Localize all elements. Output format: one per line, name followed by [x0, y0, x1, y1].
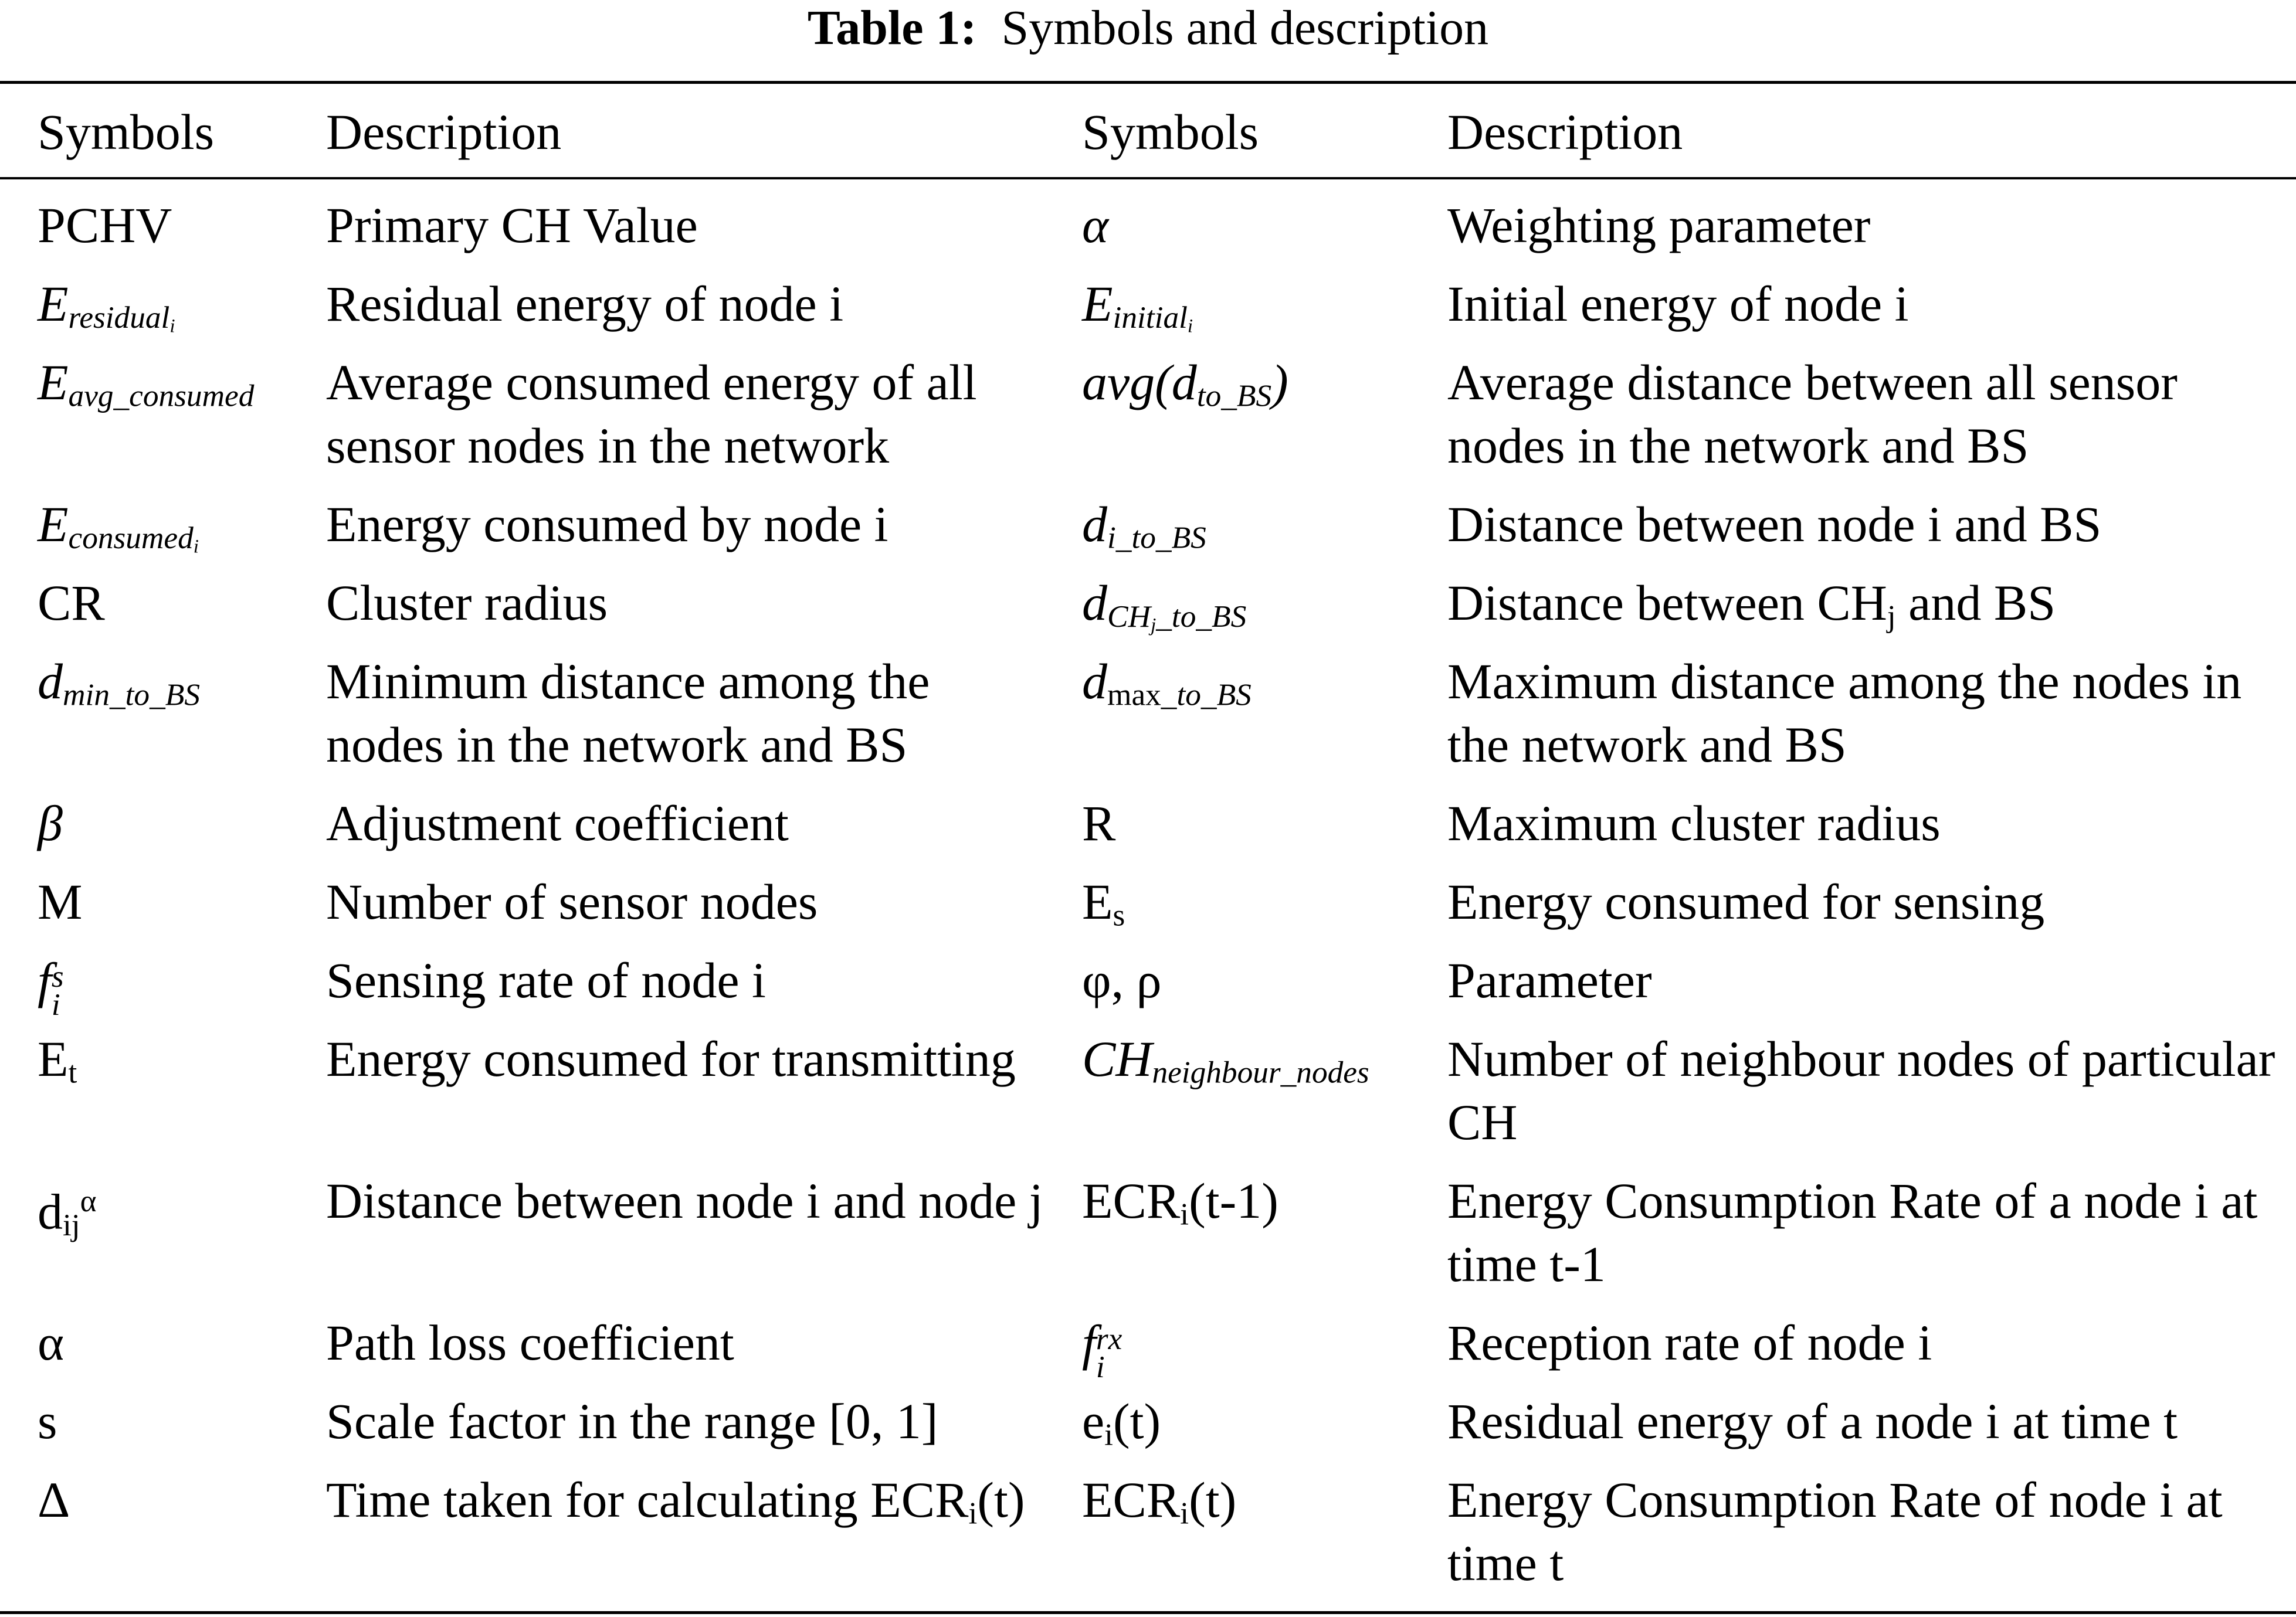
- symbol-cell: α: [38, 1314, 65, 1371]
- symbol-cell: f s i: [38, 952, 64, 1022]
- description-cell: Minimum distance among the nodes in the network and BS: [326, 653, 930, 773]
- description-cell: Cluster radius: [326, 575, 608, 631]
- symbol-cell: CR: [38, 575, 105, 631]
- symbol-cell: $E_{residual_i}$: [38, 276, 175, 337]
- header-rule: [0, 177, 2296, 179]
- caption-label: Table 1:: [807, 1, 977, 55]
- description-cell: Energy Consumption Rate of a node i at time t-1: [1447, 1173, 2258, 1292]
- description-cell: Distance between node i and node j: [326, 1173, 1043, 1229]
- symbol-cell: φ, ρ: [1082, 952, 1162, 1008]
- description-cell: Residual energy of node i: [326, 276, 844, 332]
- symbol-cell: $E_{avg\_consumed}$: [38, 354, 255, 413]
- description-cell: Energy Consumption Rate of node i at time t: [1447, 1472, 2223, 1591]
- description-cell: Residual energy of a node i at time t: [1447, 1393, 2178, 1449]
- symbol-cell: $CH_{neighbour\_nodes}$: [1082, 1031, 1369, 1090]
- symbol-cell: $d_{max\_to\_BS}$: [1082, 653, 1252, 712]
- description-cell: Distance between $CH_j$ and BS: [1447, 575, 2056, 634]
- description-cell: Sensing rate of node i: [326, 952, 766, 1008]
- symbol-cell: Δ: [38, 1472, 70, 1528]
- symbol-cell: $d_{i\_to\_BS}$: [1082, 496, 1206, 555]
- symbol-cell: $d_{CH_j\_to\_BS}$: [1082, 575, 1247, 636]
- description-cell: Adjustment coefficient: [326, 795, 789, 851]
- symbol-cell: R: [1082, 795, 1116, 851]
- description-cell: Time taken for calculating $ECR_i(t)$: [326, 1472, 1025, 1531]
- symbol-cell: PCHV: [38, 197, 172, 253]
- symbol-cell: $E_{consumed_i}$: [38, 496, 199, 557]
- symbol-cell: $ECR_i(t-1)$: [1082, 1173, 1278, 1232]
- symbol-cell: $E_s$: [1082, 874, 1125, 933]
- header-symbols-2: Symbols: [1082, 104, 1259, 160]
- description-cell: Energy consumed for sensing: [1447, 874, 2045, 930]
- symbol-cell: s: [38, 1393, 57, 1449]
- description-cell: Initial energy of node i: [1447, 276, 1909, 332]
- symbol-cell: f rx i: [1082, 1314, 1122, 1385]
- symbol-cell: $d_{ij}^\alpha$: [38, 1183, 97, 1243]
- description-cell: Number of sensor nodes: [326, 874, 818, 930]
- description-cell: Parameter: [1447, 952, 1652, 1008]
- symbol-cell: β: [38, 795, 63, 851]
- description-cell: Average consumed energy of all sensor nodes in the network: [326, 354, 977, 474]
- header-description-2: Description: [1447, 104, 1683, 160]
- top-rule: [0, 81, 2296, 84]
- symbol-cell: $E_{initial_i}$: [1082, 276, 1193, 337]
- symbol-cell: $d_{min\_to\_BS}$: [38, 653, 200, 712]
- symbol-cell: α: [1082, 197, 1109, 253]
- table-caption: [0, 0, 2296, 59]
- description-cell: Distance between node i and BS: [1447, 496, 2102, 552]
- description-cell: Reception rate of node i: [1447, 1314, 1932, 1371]
- symbol-cell: $avg(d_{to\_BS})$: [1082, 354, 1288, 413]
- description-cell: Energy consumed by node i: [326, 496, 888, 552]
- description-cell: Path loss coefficient: [326, 1314, 734, 1371]
- description-cell: Weighting parameter: [1447, 197, 1871, 253]
- symbol-cell: M: [38, 874, 83, 930]
- symbol-cell: $E_t$: [38, 1031, 77, 1090]
- header-symbols-1: Symbols: [38, 104, 215, 160]
- header-description-1: Description: [326, 104, 562, 160]
- description-cell: Scale factor in the range [0, 1]: [326, 1393, 938, 1449]
- description-cell: Number of neighbour nodes of particular CH: [1447, 1031, 2275, 1150]
- symbol-cell: $e_i(t)$: [1082, 1393, 1161, 1452]
- description-cell: Maximum cluster radius: [1447, 795, 1941, 851]
- symbol-cell: $ECR_i(t)$: [1082, 1472, 1237, 1531]
- bottom-rule: [0, 1611, 2296, 1614]
- description-cell: Maximum distance among the nodes in the network and BS: [1447, 653, 2242, 773]
- description-cell: Average distance between all sensor nodes in the network and BS: [1447, 354, 2178, 474]
- description-cell: Primary CH Value: [326, 197, 698, 253]
- caption-text: Symbols and description: [1001, 1, 1489, 55]
- description-cell: Energy consumed for transmitting: [326, 1031, 1016, 1087]
